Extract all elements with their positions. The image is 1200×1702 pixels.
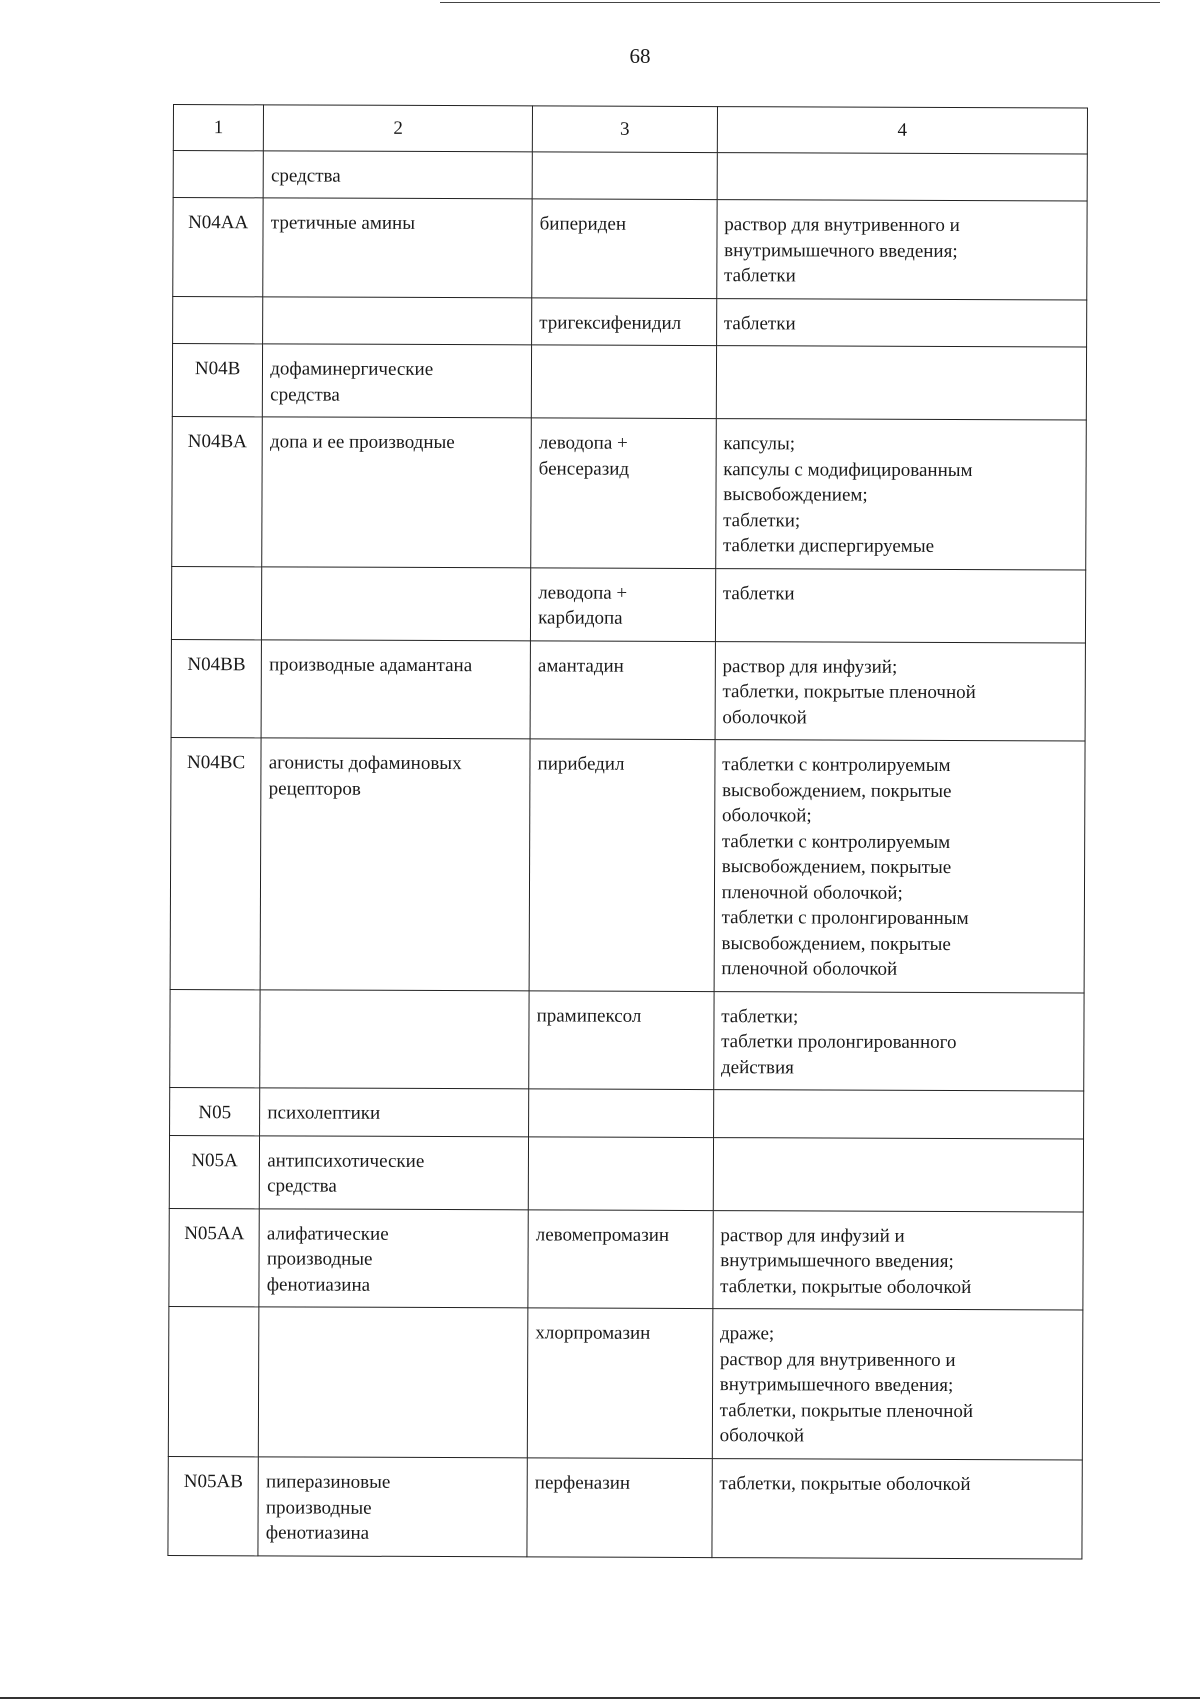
- dosage-form-cell: таблетки с контролируемым высвобождением, покрытые оболочкой; таблетки с контролируемым высвобождением, покрытые пленочной оболочкой; таблетки с пролонгированным высвобождением, покрытые пленочной оболочкой: [714, 740, 1085, 993]
- atc-code-cell: N05: [170, 1087, 260, 1135]
- group-name-cell: допа и ее производные: [262, 417, 531, 568]
- group-name-cell: дофаминергические средства: [263, 344, 532, 418]
- medication-table: [167, 104, 1088, 1559]
- atc-code-cell: N05A: [169, 1135, 260, 1208]
- scan-top-edge-line: [440, 2, 1160, 3]
- atc-code-cell: N04BC: [170, 737, 261, 989]
- group-name-cell: средства: [263, 150, 532, 199]
- page-number: 68: [629, 44, 651, 68]
- group-name-cell: производные адамантана: [261, 639, 530, 739]
- group-name-cell: [260, 989, 529, 1089]
- drug-name-cell: [532, 151, 717, 199]
- table-row: [172, 416, 1087, 569]
- drug-name-cell: леводопа + бенсеразид: [531, 418, 716, 568]
- scan-bottom-edge-line: [0, 1697, 1200, 1699]
- table-row: [171, 566, 1085, 643]
- header-col-4: 4: [717, 107, 1087, 154]
- dosage-form-cell: [713, 1137, 1084, 1211]
- group-name-cell: [262, 566, 531, 640]
- dosage-form-cell: [717, 152, 1087, 201]
- table-row: [170, 737, 1085, 992]
- table-row: [169, 1135, 1083, 1212]
- group-name-cell: [259, 1307, 528, 1458]
- atc-code-cell: N05AA: [169, 1208, 260, 1307]
- dosage-form-cell: раствор для внутривенного и внутримышечного введения; таблетки: [716, 200, 1087, 300]
- drug-name-cell: амантадин: [530, 640, 715, 739]
- drug-name-cell: перфеназин: [527, 1458, 712, 1557]
- table-row: [168, 1456, 1082, 1558]
- dosage-form-cell: драже; раствор для внутривенного и внутримышечного введения; таблетки, покрытые пленочной оболочкой: [712, 1309, 1083, 1460]
- atc-code-cell: N04B: [172, 344, 263, 417]
- dosage-form-cell: таблетки, покрытые оболочкой: [712, 1459, 1083, 1559]
- table-row: [170, 1087, 1084, 1138]
- drug-name-cell: тригексифенидил: [532, 297, 717, 345]
- table-row: [173, 296, 1087, 347]
- group-name-cell: антипсихотические средства: [260, 1135, 529, 1209]
- table-row: [173, 150, 1087, 201]
- atc-code-cell: N04AA: [173, 198, 264, 297]
- drug-name-cell: бипериден: [532, 199, 717, 298]
- atc-code-cell: N05AB: [168, 1456, 259, 1555]
- dosage-form-cell: капсулы; капсулы с модифицированным высвобождением; таблетки; таблетки диспергируемые: [715, 419, 1086, 570]
- atc-code-cell: [173, 296, 263, 344]
- atc-code-cell: [170, 989, 261, 1088]
- drug-name-cell: леводопа + карбидопа: [531, 567, 716, 641]
- group-name-cell: агонисты дофаминовых рецепторов: [260, 738, 530, 991]
- drug-name-cell: хлорпромазин: [527, 1308, 712, 1459]
- group-name-cell: третичные амины: [263, 198, 532, 298]
- dosage-form-cell: раствор для инфузий и внутримышечного введения; таблетки, покрытые оболочкой: [713, 1210, 1084, 1310]
- table-row: [171, 639, 1085, 741]
- table-header-row: [173, 105, 1087, 154]
- dosage-form-cell: таблетки: [715, 568, 1086, 642]
- table-row: [173, 198, 1087, 300]
- atc-code-cell: N04BB: [171, 639, 262, 738]
- drug-name-cell: левомепромазин: [528, 1209, 713, 1308]
- table-row: [170, 989, 1084, 1091]
- drug-name-cell: [528, 1136, 713, 1210]
- group-name-cell: психолептики: [260, 1088, 529, 1137]
- atc-code-cell: [168, 1306, 259, 1456]
- dosage-form-cell: [713, 1090, 1083, 1139]
- atc-code-cell: N04BA: [172, 416, 263, 566]
- table-row: [168, 1306, 1083, 1460]
- drug-name-cell: [531, 345, 716, 419]
- header-col-3: 3: [532, 106, 717, 152]
- drug-name-cell: пирибедил: [529, 739, 715, 991]
- atc-code-cell: [173, 150, 263, 198]
- table-row: [172, 344, 1086, 421]
- dosage-form-cell: [716, 346, 1087, 420]
- header-col-1: 1: [173, 105, 263, 151]
- dosage-form-cell: раствор для инфузий; таблетки, покрытые пленочной оболочкой: [715, 641, 1086, 741]
- table-row: [169, 1208, 1083, 1310]
- dosage-form-cell: таблетки; таблетки пролонгированного действия: [713, 991, 1084, 1091]
- drug-name-cell: прамипексол: [529, 990, 714, 1089]
- header-col-2: 2: [264, 105, 533, 152]
- group-name-cell: [263, 296, 532, 345]
- dosage-form-cell: таблетки: [716, 298, 1086, 347]
- atc-code-cell: [171, 566, 262, 639]
- drug-name-cell: [529, 1089, 714, 1137]
- group-name-cell: пиперазиновые производные фенотиазина: [258, 1457, 527, 1557]
- group-name-cell: алифатические производные фенотиазина: [259, 1208, 528, 1308]
